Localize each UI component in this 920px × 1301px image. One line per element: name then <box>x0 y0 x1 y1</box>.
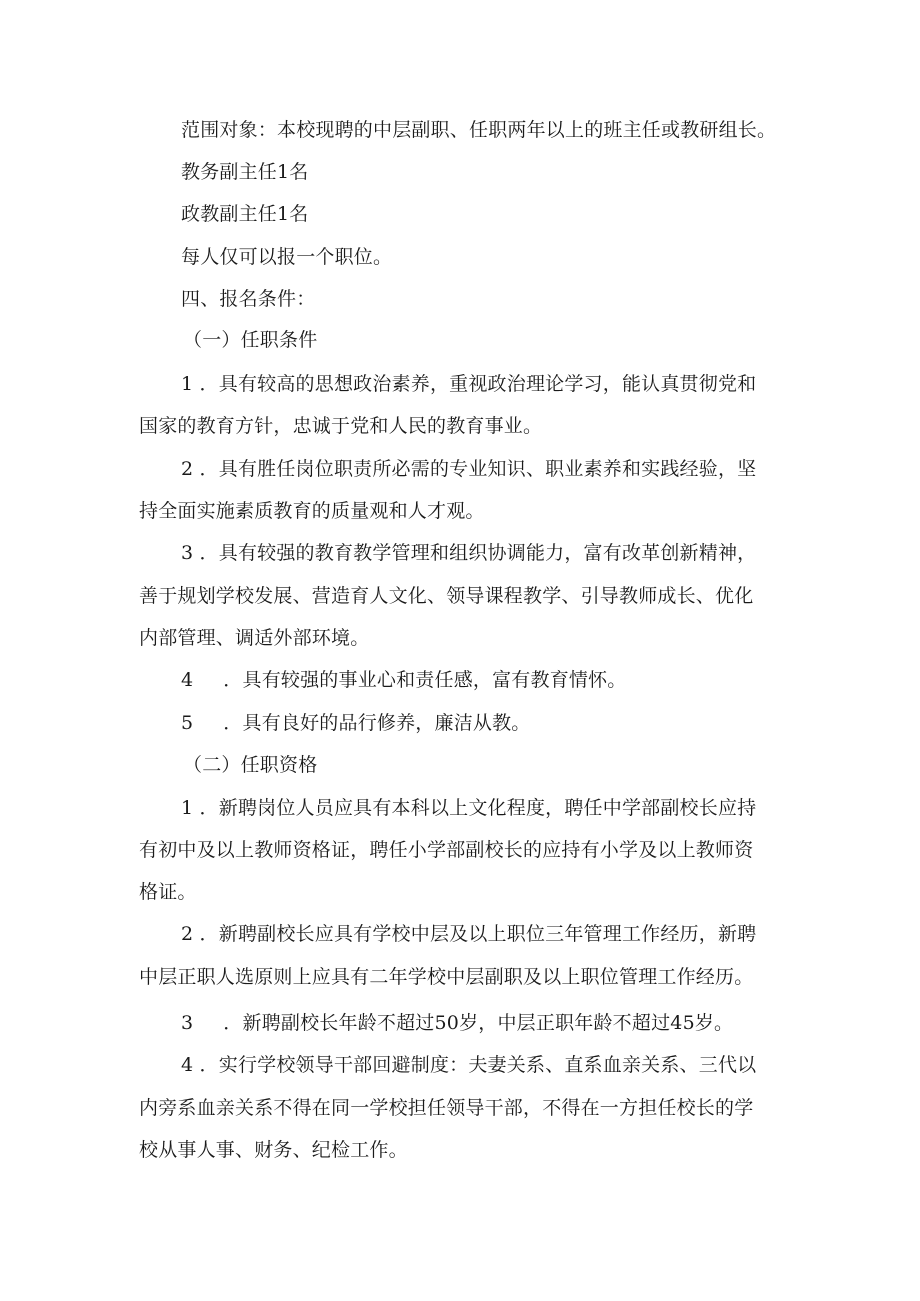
item-number: 1 <box>181 797 194 819</box>
list-item <box>181 541 756 565</box>
list-item <box>181 668 627 692</box>
item-number: 4 <box>181 1054 194 1076</box>
list-item <box>181 372 756 396</box>
item-number: 2 <box>181 923 194 945</box>
item-continuation: 善于规划学校发展、营造育人文化、领导课程教学、引导教师成长、优化 <box>139 585 754 607</box>
list-item <box>181 1053 756 1077</box>
item-number: 1 <box>181 373 194 395</box>
subsection-heading: （二）任职资格 <box>183 754 318 776</box>
position-item: 教务副主任1名 <box>181 161 309 183</box>
item-number: 2 <box>181 458 194 480</box>
item-number: 3 <box>181 1012 194 1034</box>
item-continuation: 内部管理、调适外部环境。 <box>139 627 370 649</box>
item-text: ．具有较强的教育教学管理和组织协调能力，富有改革创新精神， <box>199 542 757 564</box>
item-text: ．新聘岗位人员应具有本科以上文化程度，聘任中学部副校长应持 <box>199 797 757 819</box>
item-text: ．新聘副校长年龄不超过50岁，中层正职年龄不超过45岁。 <box>223 1012 734 1034</box>
section-heading: 四、报名条件： <box>181 288 316 310</box>
list-item <box>181 1011 733 1035</box>
item-number: 5 <box>181 712 194 734</box>
item-continuation: 有初中及以上教师资格证，聘任小学部副校长的应持有小学及以上教师资 <box>139 839 754 861</box>
subsection-heading: （一）任职条件 <box>183 329 318 351</box>
item-text: ．具有较强的事业心和责任感，富有教育情怀。 <box>223 669 627 691</box>
list-item <box>181 922 756 946</box>
item-text: ．具有较高的思想政治素养，重视政治理论学习，能认真贯彻党和 <box>199 373 757 395</box>
item-continuation: 国家的教育方针，忠诚于党和人民的教育事业。 <box>139 415 543 437</box>
item-continuation: 持全面实施素质教育的质量观和人才观。 <box>139 500 485 522</box>
item-number: 3 <box>181 542 194 564</box>
list-item <box>181 457 756 481</box>
item-continuation: 中层正职人选原则上应具有二年学校中层副职及以上职位管理工作经历。 <box>139 966 754 988</box>
item-continuation: 校从事人事、财务、纪检工作。 <box>139 1139 408 1161</box>
list-item <box>181 711 531 735</box>
scope-text: 范围对象：本校现聘的中层副职、任职两年以上的班主任或教研组长。 <box>181 119 777 141</box>
item-continuation: 格证。 <box>139 881 197 903</box>
item-text: ．具有胜任岗位职责所必需的专业知识、职业素养和实践经验，坚 <box>199 458 757 480</box>
limit-text: 每人仅可以报一个职位。 <box>181 246 393 268</box>
item-text: ．实行学校领导干部回避制度：夫妻关系、直系血亲关系、三代以 <box>199 1054 757 1076</box>
item-text: ．具有良好的品行修养，廉洁从教。 <box>223 712 531 734</box>
item-text: ．新聘副校长应具有学校中层及以上职位三年管理工作经历，新聘 <box>199 923 757 945</box>
item-number: 4 <box>181 669 194 691</box>
list-item <box>181 796 756 820</box>
item-continuation: 内旁系血亲关系不得在同一学校担任领导干部，不得在一方担任校长的学 <box>139 1097 754 1119</box>
position-item: 政教副主任1名 <box>181 203 309 225</box>
